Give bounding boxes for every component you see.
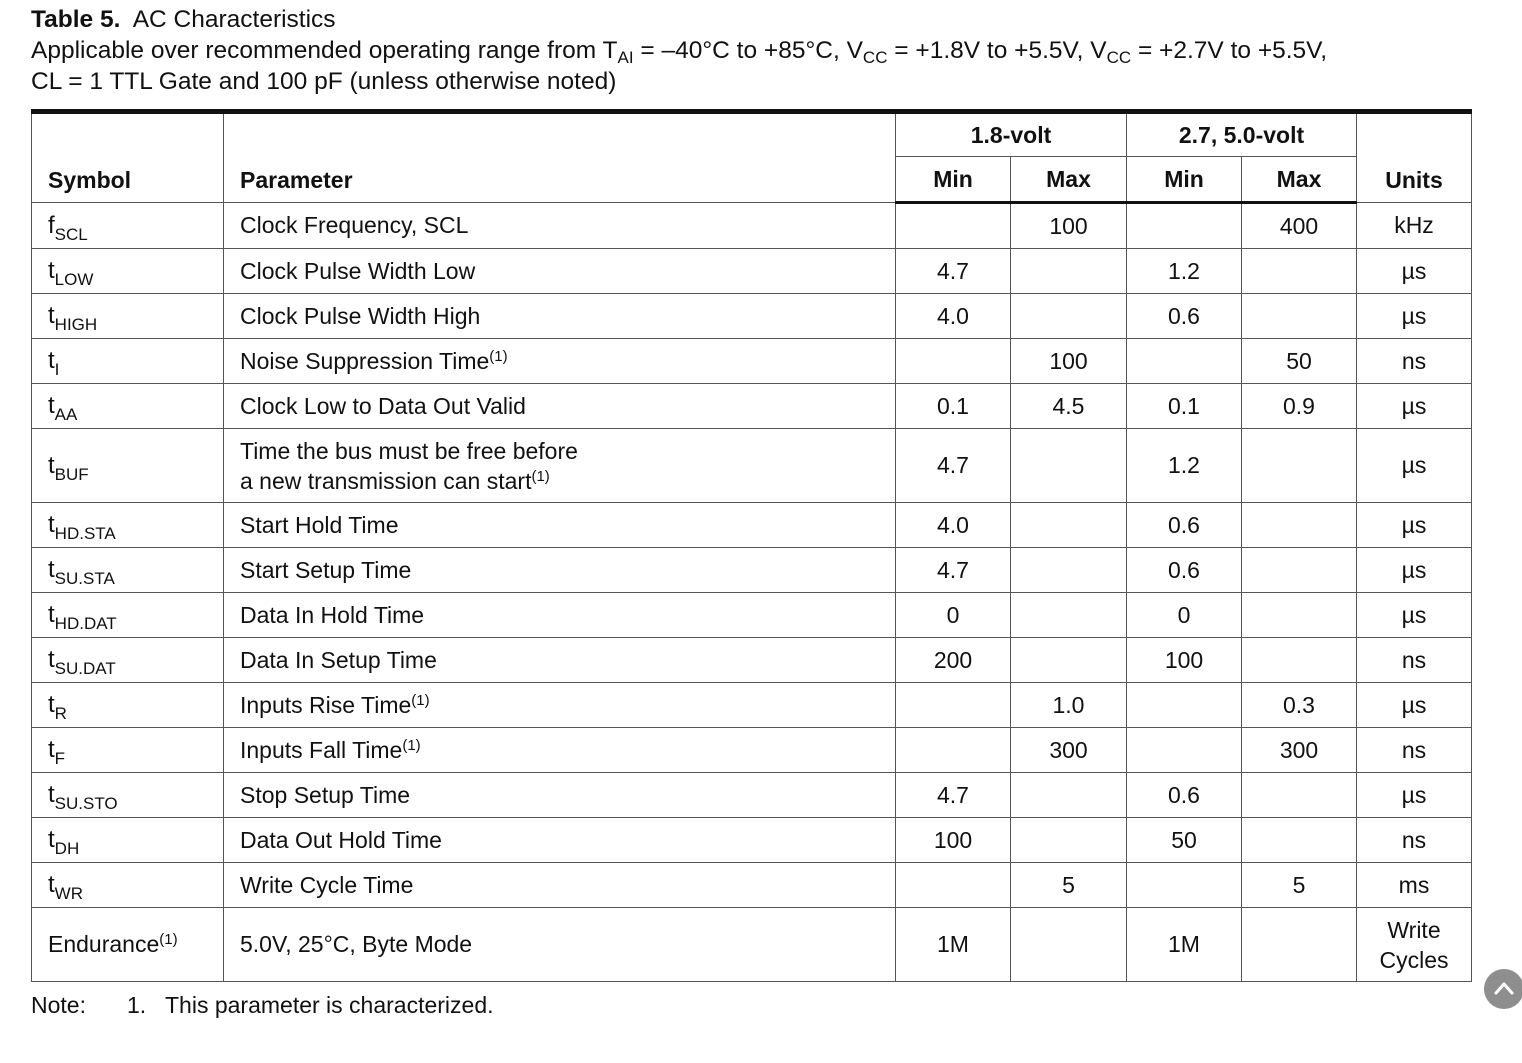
conditions-text: Applicable over recommended operating range from T — [31, 37, 618, 64]
header-min-2-7: Min — [1127, 157, 1242, 203]
conditions-subscript: CC — [862, 48, 888, 67]
min-1-8-cell — [896, 203, 1011, 249]
symbol-text: t — [48, 392, 55, 419]
symbol-text: t — [48, 646, 55, 673]
units-cell: µs — [1357, 429, 1472, 503]
table-row — [32, 773, 1472, 818]
header-units: Units — [1357, 112, 1472, 203]
min-2-7-cell: 0 — [1127, 593, 1242, 638]
min-1-8-cell: 0 — [896, 593, 1011, 638]
units-cell: µs — [1357, 548, 1472, 593]
parameter-cell: Clock Low to Data Out Valid — [224, 384, 896, 429]
symbol-text: t — [48, 257, 55, 284]
symbol-subscript: DH — [54, 839, 80, 858]
min-2-7-cell — [1127, 728, 1242, 773]
units-text: Write — [1387, 916, 1441, 943]
symbol-cell — [32, 863, 224, 908]
units-cell: ns — [1357, 339, 1472, 384]
parameter-cell — [224, 728, 896, 773]
parameter-cell — [224, 683, 896, 728]
min-2-7-cell: 1.2 — [1127, 249, 1242, 294]
symbol-text: t — [48, 511, 55, 538]
units-cell: ns — [1357, 638, 1472, 683]
max-2-7-cell — [1242, 593, 1357, 638]
symbol-subscript: WR — [54, 884, 83, 903]
footnote-marker: (1) — [159, 931, 178, 948]
min-1-8-cell: 200 — [896, 638, 1011, 683]
symbol-cell — [32, 203, 224, 249]
table-body — [32, 203, 1472, 982]
min-2-7-cell: 0.6 — [1127, 548, 1242, 593]
parameter-text: Inputs Rise Time — [240, 691, 412, 718]
symbol-subscript: I — [54, 360, 60, 379]
units-cell: ms — [1357, 863, 1472, 908]
min-1-8-cell: 100 — [896, 818, 1011, 863]
table-note — [31, 990, 494, 1020]
max-2-7-cell — [1242, 908, 1357, 982]
symbol-cell — [32, 593, 224, 638]
symbol-text: t — [48, 302, 55, 329]
units-cell: µs — [1357, 384, 1472, 429]
parameter-cell: Clock Pulse Width Low — [224, 249, 896, 294]
symbol-cell — [32, 503, 224, 548]
max-1-8-cell: 300 — [1011, 728, 1127, 773]
table-row — [32, 683, 1472, 728]
max-1-8-cell — [1011, 593, 1127, 638]
symbol-subscript: AA — [54, 405, 78, 424]
header-max-2-7: Max — [1242, 157, 1357, 203]
conditions-text: = +2.7V to +5.5V, — [1131, 37, 1328, 64]
symbol-text: t — [48, 347, 55, 374]
units-cell: µs — [1357, 294, 1472, 339]
symbol-cell — [32, 908, 224, 982]
table-row — [32, 908, 1472, 982]
max-2-7-cell — [1242, 503, 1357, 548]
symbol-subscript: HD.DAT — [54, 614, 117, 633]
header-max-1-8: Max — [1011, 157, 1127, 203]
min-2-7-cell: 50 — [1127, 818, 1242, 863]
parameter-cell: Data In Setup Time — [224, 638, 896, 683]
min-2-7-cell: 0.6 — [1127, 294, 1242, 339]
symbol-subscript: LOW — [54, 270, 94, 289]
parameter-text: Time the bus must be free before — [240, 437, 578, 464]
note-index: 1. — [127, 992, 147, 1018]
table-row — [32, 203, 1472, 249]
max-2-7-cell — [1242, 429, 1357, 503]
max-2-7-cell: 300 — [1242, 728, 1357, 773]
symbol-text: t — [48, 691, 55, 718]
max-2-7-cell: 400 — [1242, 203, 1357, 249]
symbol-text: t — [48, 556, 55, 583]
table-row — [32, 503, 1472, 548]
header-parameter: Parameter — [224, 112, 896, 203]
footnote-marker: (1) — [489, 347, 508, 365]
units-cell: µs — [1357, 773, 1472, 818]
max-2-7-cell — [1242, 249, 1357, 294]
symbol-subscript: SU.STA — [54, 569, 115, 588]
units-cell: µs — [1357, 249, 1472, 294]
max-2-7-cell — [1242, 294, 1357, 339]
symbol-cell — [32, 294, 224, 339]
max-2-7-cell: 0.9 — [1242, 384, 1357, 429]
max-1-8-cell — [1011, 818, 1127, 863]
parameter-cell: Stop Setup Time — [224, 773, 896, 818]
parameter-cell — [224, 339, 896, 384]
symbol-text: t — [48, 601, 55, 628]
min-2-7-cell — [1127, 863, 1242, 908]
max-1-8-cell: 100 — [1011, 339, 1127, 384]
symbol-text: Endurance — [48, 931, 160, 957]
note-text: This parameter is characterized. — [165, 992, 494, 1018]
min-2-7-cell: 0.6 — [1127, 773, 1242, 818]
symbol-text: t — [48, 781, 55, 808]
conditions-text: = –40°C to +85°C, V — [633, 37, 863, 64]
table-header — [32, 112, 1472, 203]
table-row — [32, 818, 1472, 863]
parameter-text-line2: a new transmission can start — [240, 467, 532, 494]
min-1-8-cell — [896, 728, 1011, 773]
min-1-8-cell — [896, 339, 1011, 384]
max-1-8-cell: 4.5 — [1011, 384, 1127, 429]
min-2-7-cell: 0.6 — [1127, 503, 1242, 548]
min-2-7-cell — [1127, 339, 1242, 384]
note-label: Note: — [31, 992, 86, 1018]
symbol-subscript: BUF — [54, 464, 89, 484]
symbol-text: t — [48, 826, 55, 853]
parameter-cell: Clock Frequency, SCL — [224, 203, 896, 249]
symbol-text: t — [48, 451, 55, 479]
min-1-8-cell: 4.0 — [896, 294, 1011, 339]
conditions-text: = +1.8V to +5.5V, V — [887, 37, 1107, 64]
parameter-cell: Data Out Hold Time — [224, 818, 896, 863]
spec-table — [31, 109, 1472, 982]
max-1-8-cell — [1011, 249, 1127, 294]
units-cell: µs — [1357, 593, 1472, 638]
min-1-8-cell: 4.0 — [896, 503, 1011, 548]
symbol-cell — [32, 249, 224, 294]
min-1-8-cell: 4.7 — [896, 249, 1011, 294]
max-2-7-cell — [1242, 638, 1357, 683]
symbol-subscript: R — [54, 704, 67, 723]
max-1-8-cell: 5 — [1011, 863, 1127, 908]
max-1-8-cell: 1.0 — [1011, 683, 1127, 728]
min-1-8-cell: 4.7 — [896, 773, 1011, 818]
units-cell — [1357, 908, 1472, 982]
min-1-8-cell: 1M — [896, 908, 1011, 982]
symbol-text: t — [48, 736, 55, 763]
symbol-text: t — [48, 871, 55, 898]
scroll-to-top-button[interactable] — [1484, 969, 1522, 1009]
ac-characteristics-table — [31, 109, 1471, 982]
header-group-2-7-5-0-volt: 2.7, 5.0-volt — [1127, 112, 1357, 157]
min-1-8-cell — [896, 683, 1011, 728]
table-title — [31, 4, 1501, 35]
table-row — [32, 294, 1472, 339]
parameter-cell: Start Setup Time — [224, 548, 896, 593]
table-title-text: AC Characteristics — [132, 6, 336, 33]
parameter-cell: 5.0V, 25°C, Byte Mode — [224, 908, 896, 982]
symbol-cell — [32, 638, 224, 683]
max-1-8-cell — [1011, 503, 1127, 548]
header-min-1-8: Min — [896, 157, 1011, 203]
min-1-8-cell — [896, 863, 1011, 908]
symbol-cell — [32, 429, 224, 503]
parameter-cell: Data In Hold Time — [224, 593, 896, 638]
footnote-marker: (1) — [411, 691, 430, 709]
min-1-8-cell: 4.7 — [896, 548, 1011, 593]
max-1-8-cell — [1011, 773, 1127, 818]
footnote-marker: (1) — [402, 736, 421, 754]
conditions-subscript: AI — [617, 48, 634, 67]
max-2-7-cell — [1242, 548, 1357, 593]
symbol-cell — [32, 683, 224, 728]
max-2-7-cell: 5 — [1242, 863, 1357, 908]
units-cell: ns — [1357, 818, 1472, 863]
units-cell: µs — [1357, 683, 1472, 728]
parameter-text: Noise Suppression Time — [240, 347, 490, 374]
min-2-7-cell: 100 — [1127, 638, 1242, 683]
symbol-subscript: SU.STO — [54, 794, 118, 813]
max-2-7-cell — [1242, 773, 1357, 818]
header-group-1-8-volt: 1.8-volt — [896, 112, 1127, 157]
symbol-cell — [32, 548, 224, 593]
header-symbol: Symbol — [32, 112, 224, 203]
table-row — [32, 638, 1472, 683]
table-number: Table 5. — [31, 6, 121, 33]
min-2-7-cell: 1.2 — [1127, 429, 1242, 503]
symbol-subscript: HIGH — [54, 315, 98, 334]
table-row — [32, 249, 1472, 294]
parameter-cell: Start Hold Time — [224, 503, 896, 548]
max-2-7-cell: 0.3 — [1242, 683, 1357, 728]
symbol-cell — [32, 339, 224, 384]
conditions-subscript: CC — [1106, 48, 1132, 67]
table-row — [32, 429, 1472, 503]
min-1-8-cell: 0.1 — [896, 384, 1011, 429]
table-row — [32, 548, 1472, 593]
table-row — [32, 863, 1472, 908]
parameter-cell — [224, 429, 896, 503]
parameter-text: Inputs Fall Time — [240, 736, 403, 763]
table-conditions — [31, 35, 1501, 66]
min-1-8-cell: 4.7 — [896, 429, 1011, 503]
min-2-7-cell: 1M — [1127, 908, 1242, 982]
table-row — [32, 593, 1472, 638]
max-2-7-cell: 50 — [1242, 339, 1357, 384]
min-2-7-cell — [1127, 203, 1242, 249]
table-conditions-line2: CL = 1 TTL Gate and 100 pF (unless otherwise noted) — [31, 68, 617, 95]
footnote-marker: (1) — [531, 467, 550, 485]
table-row — [32, 339, 1472, 384]
max-1-8-cell — [1011, 548, 1127, 593]
max-1-8-cell: 100 — [1011, 203, 1127, 249]
units-cell: ns — [1357, 728, 1472, 773]
min-2-7-cell: 0.1 — [1127, 384, 1242, 429]
units-text-line2: Cycles — [1379, 946, 1449, 973]
max-1-8-cell — [1011, 429, 1127, 503]
max-1-8-cell — [1011, 638, 1127, 683]
symbol-subscript: SU.DAT — [54, 659, 116, 678]
symbol-cell — [32, 384, 224, 429]
max-1-8-cell — [1011, 908, 1127, 982]
max-2-7-cell — [1242, 818, 1357, 863]
chevron-up-icon — [1492, 977, 1516, 1001]
symbol-cell — [32, 773, 224, 818]
symbol-subscript: SCL — [54, 224, 88, 244]
min-2-7-cell — [1127, 683, 1242, 728]
parameter-cell: Write Cycle Time — [224, 863, 896, 908]
symbol-subscript: HD.STA — [54, 524, 116, 543]
table-row — [32, 384, 1472, 429]
units-cell: kHz — [1357, 203, 1472, 249]
symbol-subscript: F — [54, 749, 66, 768]
max-1-8-cell — [1011, 294, 1127, 339]
parameter-cell: Clock Pulse Width High — [224, 294, 896, 339]
table-row — [32, 728, 1472, 773]
units-cell: µs — [1357, 503, 1472, 548]
symbol-cell — [32, 728, 224, 773]
symbol-cell — [32, 818, 224, 863]
table-caption — [31, 4, 1501, 97]
symbol-text: f — [48, 211, 55, 239]
